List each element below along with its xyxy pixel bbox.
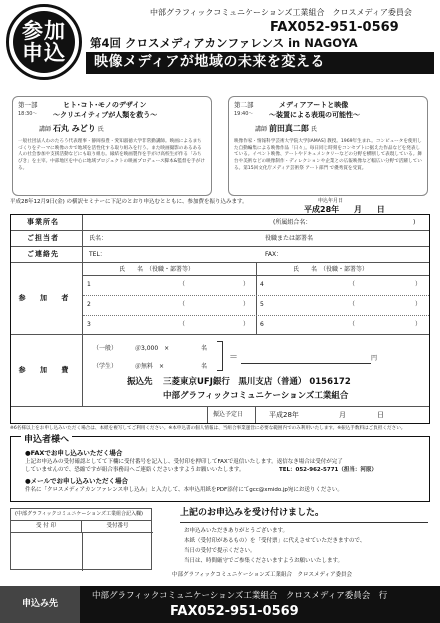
session-speaker [39,124,104,134]
contact-label: ご担当者 [11,231,83,246]
branch-label: (所属組合名： [273,219,312,226]
speaker-name: 前田真二郎 [268,124,309,133]
reception-title: (中部グラフィックコミュニケーションズ工業組合記入欄) [11,509,151,521]
fee-student-unit: 名 [201,363,208,370]
fee-total-field[interactable] [243,349,369,362]
scheduled-era: 平成28年 [269,411,299,419]
fee-label: 参 加 費 [11,335,83,406]
role-close: ） [243,281,250,288]
participant-field[interactable] [97,277,250,294]
speaker-label: 講師 [39,126,52,133]
ack-org: 中部グラフィックコミュニケーションズ工業組合 クロスメディア委員会 [172,572,353,578]
reception-box [10,508,152,570]
footer-label [0,586,80,623]
participant-field[interactable] [269,297,425,314]
company-label: 事業所名 [11,215,83,230]
conference-title: 第4回 クロスメディアカンファレンス in NAGOYA [90,36,358,50]
ack-divider [180,522,428,523]
session-subtitle: ～クリエイティブが人類を救う～ [53,111,158,119]
participant-num: 3 [87,321,91,328]
scheduled-day: 日 [377,411,384,419]
tel-label: TEL： [89,251,106,258]
session-part: 第一部 [18,101,38,109]
theme-text: 映像メディアが地域の未来を変える [94,54,325,71]
session-time: 19:40～ [234,111,254,118]
fee-yen: 円 [371,355,378,362]
role-close: ） [243,301,250,308]
phone-row [11,247,429,263]
transfer-account: 中部グラフィックコミュニケーションズ工業組合 [163,391,349,401]
foot-note: ※6名様以上をお申し込みいただく場合は、本紙を複写してご利用ください。※本申込書の個人情報は、当組合事業運営に必要な範囲内でのみ利用いたします。※振込手数料はご負担ください。 [10,426,406,431]
fee-general: （一般） [93,345,118,352]
scheduled-month: 月 [339,411,346,419]
name-label: 氏名： [89,235,108,242]
guide-mail-text: 件名に「クロスメディアカンファレンス申し込み」と入力して、本申込用紙をPDF添付にてgcc@xmido.jp宛にお送りください。 [25,487,343,493]
role-close: ） [415,281,422,288]
guide-fax-text1: 上記お申込みの受付確認としてて下欄に受付番号を記入し、受付印を押印してFAXで返信いたします。返信なき場合は受付が完了 [25,459,343,465]
fee-row [11,335,429,407]
fee-student-price: ＠無料 × [135,363,165,370]
role-open: （ [179,301,186,308]
session-speaker [255,124,317,134]
participant-field[interactable] [97,317,250,334]
apply-date-label: 申込年月日 [318,198,344,204]
footer-org: 中部グラフィックコミュニケーションズ工業組合 クロスメディア委員会 行 [92,591,388,601]
participant-num: 4 [260,281,264,288]
transfer-bank: 三菱東京UFJ銀行 黒川支店（普通） 0156172 [163,377,351,387]
badge-line1: 参加 [22,18,66,43]
ack-line: お申込みいただきありがとうございます。 [184,528,289,534]
footer-label-text: 申込み先 [21,598,58,609]
scheduled-row[interactable] [207,407,429,423]
session-title: メディアアートと映像 [279,101,349,109]
footer-bar [0,586,440,623]
guide-heading: 申込者様へ [21,435,72,446]
apply-date-month: 月 [353,205,362,214]
col-header-right: 氏 名 （役職・部署等） [293,266,369,273]
fax-field[interactable] [285,248,425,261]
reception-number: 受付番号 [82,521,153,533]
guide-mail-title: ●メールでお申し込みいただく場合 [25,477,129,485]
participant-field[interactable] [269,277,425,294]
guide-fax-title: ●FAXでお申し込みいただく場合 [25,449,123,457]
apply-date-era: 平成28年 [304,205,340,214]
company-row [11,215,429,231]
header-org: 中部グラフィックコミュニケーションズ工業組合 クロスメディア委員会 [150,8,412,17]
theme-banner [86,52,434,74]
scheduled-label: 振込予定日 [213,411,244,418]
speaker-name: 石丸 みどり [52,124,96,133]
participant-num: 6 [260,321,264,328]
session-1 [12,96,212,196]
role-open: （ [349,321,356,328]
guide-fax-text2: していませんので、恐縮ですが組合事務局へご連絡くださいますようお願いいたします。 [25,467,245,473]
role-close: ） [415,301,422,308]
tel-field[interactable] [107,248,257,261]
fee-student: （学生） [93,363,118,370]
session-time: 18:30～ [18,111,38,118]
fee-equals: ＝ [229,353,239,363]
col-header-left: 氏 名 （役職・部署等） [119,266,195,273]
phone-label: ご連絡先 [11,247,83,262]
apply-date-day: 日 [376,205,385,214]
session-description: 一般社団法人わのたろう代表理事・静岡県豊・愛知淑徳大学非常勤講師。映画によるまちづくりをテーマに映像のカで地域を活性化する取り組みを行う。また映画撮影のあるある人の社会参加や支援活動などにも取り組む。縁結を映画製作を手がけ高校生が作る「みちびき」を主宰。中部地区を中心に地域プロジェクトの映画プロデュース脚本&監督を手がける。 [18,139,205,171]
role-close: ） [415,321,422,328]
participants-row [11,263,429,335]
participant-field[interactable] [269,317,425,334]
reception-stamp: 受 付 印 [11,521,82,533]
speaker-suffix: 氏 [97,126,104,133]
transfer-label: 振込先 [127,377,153,387]
applicant-guide [10,436,430,502]
session-subtitle: ～装置による表現の可能性～ [269,111,360,119]
participant-num: 1 [87,281,91,288]
ack-line: 当日の受付で提示ください。 [184,548,256,554]
guide-fax-contact: TEL：052-962-5771（担当：河原） [279,467,377,473]
role-open: （ [349,301,356,308]
session-description: 映像作家・情報科学芸術大学院大学[IAMAS] 教授。1969年生まれ。コンピュータを使用した自動編集による映像作品「日々」。毎日同じ時刻をコンセプトに据えた作品などを発表している。イベント映像、アートやドキュメンタリーなどの分野を横断して表現している。舞台や美術などの映像制作・ディレクションや企業との広報映像など幅広い分野で活躍している。第15回文化庁メディア芸術祭 アート部門 で優秀賞を受賞。 [234,139,422,171]
badge-line2: 申込 [22,41,66,65]
fee-general-unit: 名 [201,345,208,352]
session-2 [228,96,428,196]
apply-badge [6,4,82,80]
session-title: ヒト･コト･モノのデザイン [63,101,147,109]
contact-row [11,231,429,247]
role-close: ） [243,321,250,328]
fee-general-price: ＠3,000 × [135,345,170,352]
branch-close: ) [413,219,416,226]
footer-fax: FAX052-951-0569 [170,604,299,619]
role-open: （ [179,281,186,288]
contact-name-field[interactable] [107,232,257,245]
speaker-label: 講師 [255,126,268,133]
role-open: （ [349,281,356,288]
role-open: （ [179,321,186,328]
ack-line: 本紙（受付印があるもの）を「受付票」に代えさせていただきますので、 [184,538,366,544]
participant-num: 5 [260,301,264,308]
header-fax: FAX052-951-0569 [270,20,399,35]
participant-field[interactable] [97,297,250,314]
session-part: 第二部 [234,101,254,109]
notice-text: 平成28年12月9日(金) の横訳セミナーに下記のとおり申込むとともに、参加費を振り込みます。 [10,199,248,205]
participants-label: 参 加 者 [11,263,83,334]
role-label: 役職または部署名 [265,235,314,242]
speaker-suffix: 氏 [310,126,317,133]
fax-label: FAX： [265,251,283,258]
ack-line: 当日は、時間厳守でご参集くださいますようお願いいたします。 [184,558,344,564]
company-field[interactable] [85,216,269,229]
application-form [10,214,430,424]
ack-title: 上記のお申込みを受け付けました。 [180,508,325,518]
participant-num: 2 [87,301,91,308]
